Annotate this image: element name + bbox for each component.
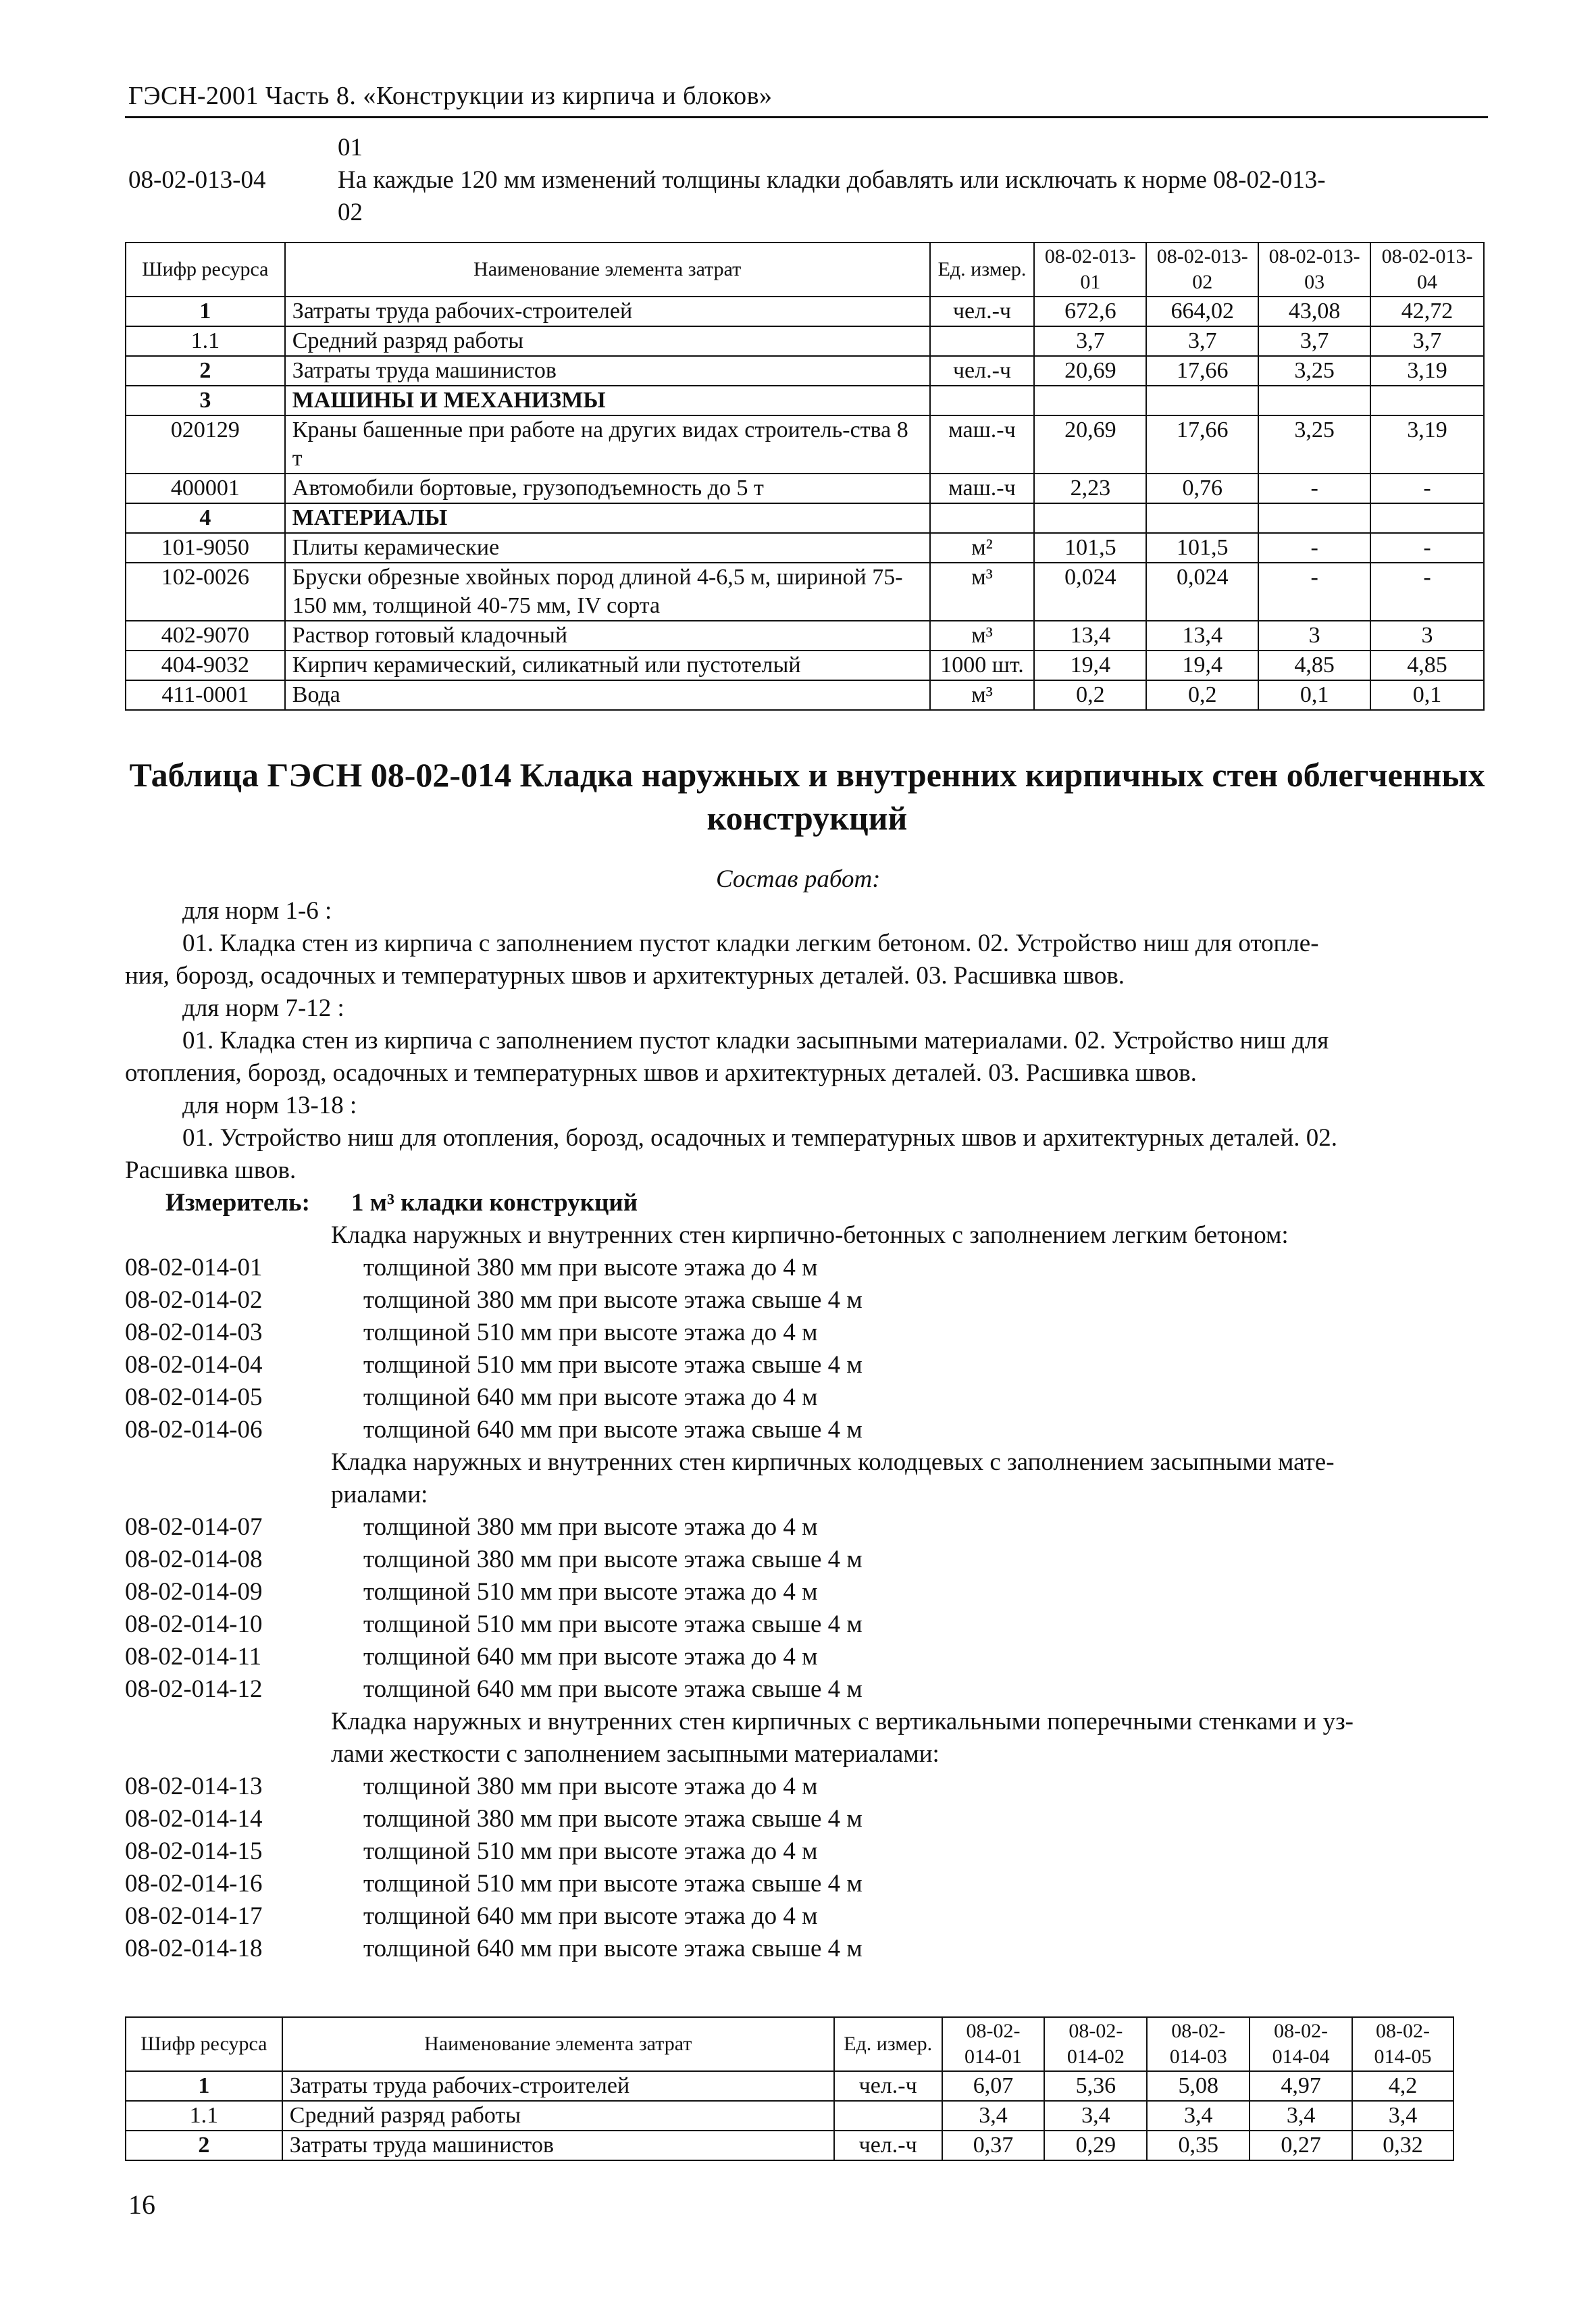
table-row	[126, 386, 1484, 415]
value-cell: 6,07	[942, 2071, 1045, 2101]
value-cell	[1370, 503, 1484, 533]
value-cell: 13,4	[1146, 621, 1258, 651]
composition-heading: Состав работ:	[716, 865, 881, 893]
value-cell	[1258, 386, 1370, 415]
value-cell: 2,23	[1034, 474, 1146, 503]
prev-code-suffix: 01	[338, 134, 363, 161]
composition-line: отопления, борозд, осадочных и температурных швов и архитектурных деталей. 03. Расшивка швов.	[125, 1059, 1197, 1087]
value-cell: 3,4	[1147, 2101, 1250, 2131]
norm-item-code: 08-02-014-14	[125, 1805, 263, 1833]
unit-cell: 1000 шт.	[930, 651, 1035, 680]
resource-code-cell: 1	[126, 2071, 282, 2101]
value-cell: 13,4	[1034, 621, 1146, 651]
page-number: 16	[128, 2189, 155, 2220]
norm-item-text: толщиной 640 мм при высоте этажа свыше 4 м	[363, 1416, 863, 1444]
value-cell	[1146, 503, 1258, 533]
norm-item-text: толщиной 640 мм при высоте этажа до 4 м	[363, 1902, 818, 1930]
norm-item-code: 08-02-014-16	[125, 1870, 263, 1898]
norm-item-text: толщиной 510 мм при высоте этажа свыше 4 м	[363, 1351, 863, 1379]
value-cell: 0,76	[1146, 474, 1258, 503]
norm-text-line2: 02	[338, 199, 363, 226]
header-cell: Ед. измер.	[834, 2017, 942, 2071]
header-cell: Шифр ресурса	[126, 2017, 282, 2071]
norm-item-code: 08-02-014-12	[125, 1675, 263, 1703]
unit-cell	[930, 386, 1035, 415]
value-cell: 3,7	[1370, 326, 1484, 356]
norm-item-text: толщиной 510 мм при высоте этажа свыше 4 м	[363, 1870, 863, 1898]
norm-item-text: толщиной 640 мм при высоте этажа до 4 м	[363, 1383, 818, 1411]
table-row	[126, 533, 1484, 563]
value-cell: 42,72	[1370, 297, 1484, 326]
composition-line: для норм 1-6 :	[182, 897, 332, 925]
value-cell: 3,4	[1250, 2101, 1352, 2131]
header-cell: 08-02-013-01	[1034, 243, 1146, 297]
section-title-line2: конструкций	[706, 799, 908, 837]
value-cell: 0,32	[1352, 2131, 1453, 2160]
norm-item-code: 08-02-014-11	[125, 1643, 262, 1671]
resource-table-013	[125, 242, 1485, 711]
resource-name-cell: Затраты труда рабочих-строителей	[282, 2071, 834, 2101]
value-cell: 3,7	[1034, 326, 1146, 356]
norm-item-code: 08-02-014-01	[125, 1254, 263, 1281]
unit-cell: маш.-ч	[930, 415, 1035, 474]
header-cell: 08-02-014-05	[1352, 2017, 1453, 2071]
norm-item-code: 08-02-014-02	[125, 1286, 263, 1314]
value-cell: 0,2	[1034, 680, 1146, 710]
value-cell	[1034, 386, 1146, 415]
norm-item-code: 08-02-014-06	[125, 1416, 263, 1444]
table-row	[126, 415, 1484, 474]
value-cell: 0,024	[1034, 563, 1146, 621]
header-cell: 08-02-014-03	[1147, 2017, 1250, 2071]
resource-table-014	[125, 2016, 1454, 2161]
norm-item-code: 08-02-014-04	[125, 1351, 263, 1379]
value-cell: 3,19	[1370, 356, 1484, 386]
composition-line: 01. Кладка стен из кирпича с заполнением пустот кладки засыпными материалами. 02. Устройство ниш для	[182, 1027, 1329, 1054]
table-row	[126, 503, 1484, 533]
value-cell: 672,6	[1034, 297, 1146, 326]
norm-item-code: 08-02-014-15	[125, 1837, 263, 1865]
resource-name-cell: МАТЕРИАЛЫ	[285, 503, 930, 533]
unit-cell: м³	[930, 680, 1035, 710]
value-cell: 101,5	[1034, 533, 1146, 563]
resource-name-cell: Бруски обрезные хвойных пород длиной 4-6,5 м, шириной 75-150 мм, толщиной 40-75 мм, IV сорта	[285, 563, 930, 621]
value-cell: 0,37	[942, 2131, 1045, 2160]
measurer-label: Измеритель:	[165, 1189, 310, 1217]
norm-item-text: толщиной 380 мм при высоте этажа до 4 м	[363, 1513, 818, 1541]
value-cell: 3	[1370, 621, 1484, 651]
resource-code-cell: 101-9050	[126, 533, 285, 563]
norm-item-text: толщиной 510 мм при высоте этажа до 4 м	[363, 1578, 818, 1606]
table-row	[126, 621, 1484, 651]
value-cell: -	[1370, 533, 1484, 563]
norm-item-text: толщиной 640 мм при высоте этажа свыше 4 м	[363, 1935, 863, 1962]
norm-item-text: толщиной 510 мм при высоте этажа до 4 м	[363, 1319, 818, 1346]
table-row	[126, 297, 1484, 326]
value-cell: 3,4	[1352, 2101, 1453, 2131]
norm-item-text: толщиной 640 мм при высоте этажа свыше 4 м	[363, 1675, 863, 1703]
resource-code-cell: 3	[126, 386, 285, 415]
norm-item-text: толщиной 380 мм при высоте этажа до 4 м	[363, 1254, 818, 1281]
value-cell: 5,08	[1147, 2071, 1250, 2101]
value-cell: 0,1	[1370, 680, 1484, 710]
norm-item-text: толщиной 640 мм при высоте этажа до 4 м	[363, 1643, 818, 1671]
composition-line: для норм 7-12 :	[182, 994, 344, 1022]
resource-code-cell: 404-9032	[126, 651, 285, 680]
resource-name-cell: Средний разряд работы	[282, 2101, 834, 2131]
norm-item-text: толщиной 510 мм при высоте этажа до 4 м	[363, 1837, 818, 1865]
header-cell: Наименование элемента затрат	[285, 243, 930, 297]
norm-item-code: 08-02-014-09	[125, 1578, 263, 1606]
resource-name-cell: Кирпич керамический, силикатный или пустотелый	[285, 651, 930, 680]
value-cell: -	[1258, 533, 1370, 563]
value-cell: 43,08	[1258, 297, 1370, 326]
norm-item-code: 08-02-014-07	[125, 1513, 263, 1541]
resource-code-cell: 402-9070	[126, 621, 285, 651]
unit-cell: маш.-ч	[930, 474, 1035, 503]
resource-name-cell: МАШИНЫ И МЕХАНИЗМЫ	[285, 386, 930, 415]
resource-code-cell: 2	[126, 2131, 282, 2160]
resource-code-cell: 1	[126, 297, 285, 326]
value-cell: 0,1	[1258, 680, 1370, 710]
value-cell: 3,4	[1044, 2101, 1147, 2131]
value-cell: 4,97	[1250, 2071, 1352, 2101]
value-cell	[1258, 503, 1370, 533]
resource-code-cell: 020129	[126, 415, 285, 474]
header-cell: 08-02-014-01	[942, 2017, 1045, 2071]
value-cell: -	[1370, 474, 1484, 503]
resource-code-cell: 4	[126, 503, 285, 533]
value-cell: 3,7	[1146, 326, 1258, 356]
norm-item-code: 08-02-014-17	[125, 1902, 263, 1930]
table-row	[126, 356, 1484, 386]
value-cell: -	[1258, 474, 1370, 503]
value-cell: 20,69	[1034, 415, 1146, 474]
value-cell: 17,66	[1146, 415, 1258, 474]
section-title-line1: Таблица ГЭСН 08-02-014 Кладка наружных и внутренних кирпичных стен облегченных	[129, 756, 1485, 794]
norm-item-code: 08-02-014-05	[125, 1383, 263, 1411]
unit-cell	[834, 2101, 942, 2131]
value-cell: 19,4	[1034, 651, 1146, 680]
group-title-line: Кладка наружных и внутренних стен кирпичных колодцевых с заполнением засыпными мате-	[331, 1448, 1335, 1476]
header-cell: 08-02-013-03	[1258, 243, 1370, 297]
group-title-line: риалами:	[331, 1481, 428, 1508]
value-cell: 4,85	[1370, 651, 1484, 680]
resource-code-cell: 1.1	[126, 2101, 282, 2131]
header-cell: 08-02-013-02	[1146, 243, 1258, 297]
value-cell: 3,19	[1370, 415, 1484, 474]
value-cell: 0,29	[1044, 2131, 1147, 2160]
value-cell: -	[1370, 563, 1484, 621]
header-cell: 08-02-014-02	[1044, 2017, 1147, 2071]
header-cell: Наименование элемента затрат	[282, 2017, 834, 2071]
norm-code: 08-02-013-04	[128, 166, 266, 194]
norm-item-text: толщиной 380 мм при высоте этажа свыше 4 м	[363, 1546, 863, 1573]
norm-item-code: 08-02-014-08	[125, 1546, 263, 1573]
norm-item-code: 08-02-014-03	[125, 1319, 263, 1346]
unit-cell: чел.-ч	[834, 2131, 942, 2160]
resource-name-cell: Затраты труда машинистов	[285, 356, 930, 386]
composition-line: ния, борозд, осадочных и температурных швов и архитектурных деталей. 03. Расшивка швов.	[125, 962, 1125, 990]
table-row	[126, 2071, 1453, 2101]
value-cell: 20,69	[1034, 356, 1146, 386]
norm-item-code: 08-02-014-13	[125, 1773, 263, 1800]
value-cell: 3,4	[942, 2101, 1045, 2131]
value-cell	[1034, 503, 1146, 533]
unit-cell	[930, 326, 1035, 356]
value-cell: 664,02	[1146, 297, 1258, 326]
unit-cell: чел.-ч	[834, 2071, 942, 2101]
measurer-value: 1 м³ кладки конструкций	[351, 1189, 638, 1217]
resource-code-cell: 411-0001	[126, 680, 285, 710]
unit-cell: м³	[930, 563, 1035, 621]
composition-line: для норм 13-18 :	[182, 1092, 357, 1119]
composition-line: 01. Кладка стен из кирпича с заполнением пустот кладки легким бетоном. 02. Устройство ниш для отопле-	[182, 930, 1319, 957]
value-cell	[1146, 386, 1258, 415]
group-title-line: Кладка наружных и внутренних стен кирпично-бетонных с заполнением легким бетоном:	[331, 1221, 1289, 1249]
unit-cell: чел.-ч	[930, 356, 1035, 386]
value-cell	[1370, 386, 1484, 415]
resource-name-cell: Затраты труда машинистов	[282, 2131, 834, 2160]
norm-item-text: толщиной 380 мм при высоте этажа до 4 м	[363, 1773, 818, 1800]
resource-name-cell: Плиты керамические	[285, 533, 930, 563]
value-cell: 17,66	[1146, 356, 1258, 386]
norm-item-code: 08-02-014-18	[125, 1935, 263, 1962]
table-row	[126, 2101, 1453, 2131]
norm-item-code: 08-02-014-10	[125, 1610, 263, 1638]
table-row	[126, 651, 1484, 680]
value-cell: 3	[1258, 621, 1370, 651]
composition-line: Расшивка швов.	[125, 1156, 297, 1184]
header-cell: Ед. измер.	[930, 243, 1035, 297]
resource-code-cell: 102-0026	[126, 563, 285, 621]
header-cell: 08-02-014-04	[1250, 2017, 1352, 2071]
group-title-line: лами жесткости с заполнением засыпными материалами:	[331, 1740, 939, 1768]
table-row	[126, 474, 1484, 503]
value-cell: -	[1258, 563, 1370, 621]
norm-text-line1: На каждые 120 мм изменений толщины кладки добавлять или исключать к норме 08-02-013-	[338, 166, 1326, 194]
value-cell: 19,4	[1146, 651, 1258, 680]
unit-cell	[930, 503, 1035, 533]
value-cell: 101,5	[1146, 533, 1258, 563]
header-cell: Шифр ресурса	[126, 243, 285, 297]
section-title	[125, 753, 1489, 840]
header-rule	[125, 116, 1488, 118]
value-cell: 3,7	[1258, 326, 1370, 356]
norm-item-text: толщиной 510 мм при высоте этажа свыше 4 м	[363, 1610, 863, 1638]
value-cell: 5,36	[1044, 2071, 1147, 2101]
table-row	[126, 326, 1484, 356]
value-cell: 3,25	[1258, 415, 1370, 474]
resource-code-cell: 1.1	[126, 326, 285, 356]
norm-item-text: толщиной 380 мм при высоте этажа свыше 4 м	[363, 1805, 863, 1833]
resource-name-cell: Вода	[285, 680, 930, 710]
resource-name-cell: Автомобили бортовые, грузоподъемность до 5 т	[285, 474, 930, 503]
table-row	[126, 2131, 1453, 2160]
norm-item-text: толщиной 380 мм при высоте этажа свыше 4 м	[363, 1286, 863, 1314]
resource-name-cell: Краны башенные при работе на других видах строитель-ства 8 т	[285, 415, 930, 474]
header-cell: 08-02-013-04	[1370, 243, 1484, 297]
page-header: ГЭСН-2001 Часть 8. «Конструкции из кирпича и блоков»	[128, 82, 773, 110]
resource-code-cell: 2	[126, 356, 285, 386]
resource-name-cell: Затраты труда рабочих-строителей	[285, 297, 930, 326]
value-cell: 3,25	[1258, 356, 1370, 386]
value-cell: 4,2	[1352, 2071, 1453, 2101]
value-cell: 0,024	[1146, 563, 1258, 621]
resource-name-cell: Раствор готовый кладочный	[285, 621, 930, 651]
value-cell: 0,2	[1146, 680, 1258, 710]
value-cell: 4,85	[1258, 651, 1370, 680]
table-row	[126, 680, 1484, 710]
unit-cell: м³	[930, 621, 1035, 651]
unit-cell: м²	[930, 533, 1035, 563]
group-title-line: Кладка наружных и внутренних стен кирпичных с вертикальными поперечными стенками и уз-	[331, 1708, 1354, 1735]
resource-name-cell: Средний разряд работы	[285, 326, 930, 356]
value-cell: 0,35	[1147, 2131, 1250, 2160]
value-cell: 0,27	[1250, 2131, 1352, 2160]
composition-line: 01. Устройство ниш для отопления, борозд, осадочных и температурных швов и архитектурных деталей. 02.	[182, 1124, 1338, 1152]
table-row	[126, 563, 1484, 621]
unit-cell: чел.-ч	[930, 297, 1035, 326]
resource-code-cell: 400001	[126, 474, 285, 503]
